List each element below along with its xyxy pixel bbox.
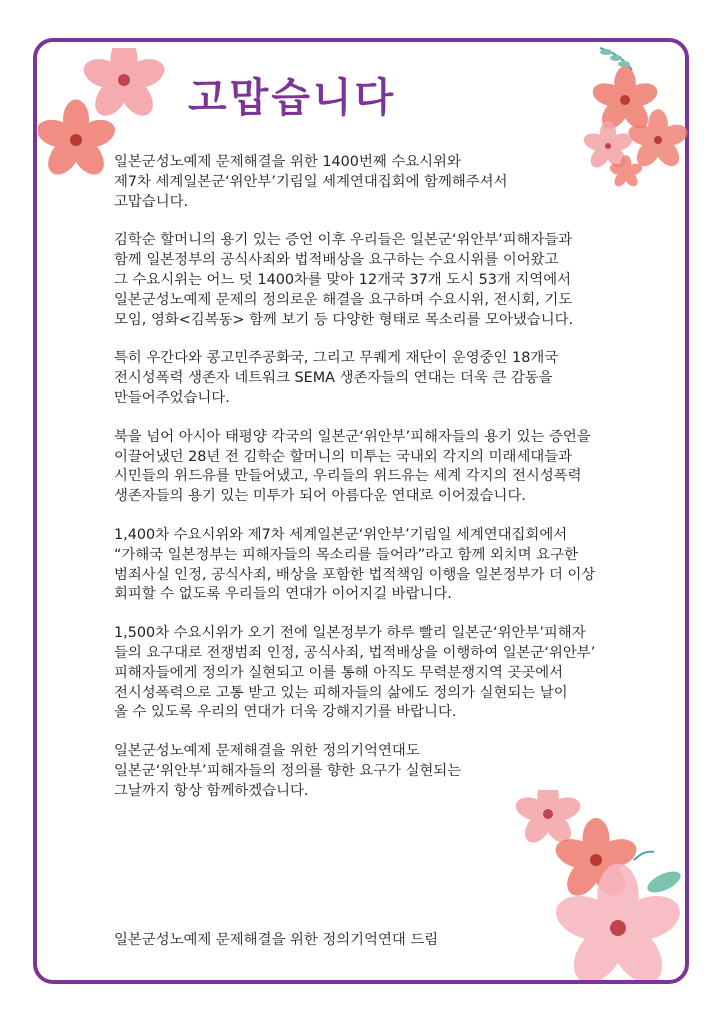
text-line: 북을 넘어 아시아 태평양 각국의 일본군‘위안부’피해자들의 용기 있는 증언을 — [114, 428, 591, 445]
text-line: 범죄사실 인정, 공식사죄, 배상을 포함한 법적책임 이행을 일본정부가 더 이상 — [114, 566, 596, 583]
letter-signature: 일본군성노예제 문제해결을 위한 정의기억연대 드림 — [114, 932, 439, 948]
text-line: 특히 우간다와 콩고민주공화국, 그리고 무퀘게 재단이 운영중인 18개국 — [114, 350, 559, 367]
text-line: 일본군성노예제 문제해결을 위한 정의기억연대도 — [114, 743, 420, 760]
paragraph — [114, 349, 654, 408]
paragraph — [114, 153, 654, 212]
text-line: 김학순 할머니의 용기 있는 증언 이후 우리들은 일본군‘위안부’피해자들과 — [114, 232, 573, 249]
text-line: 1,500차 수요시위가 오기 전에 일본정부가 하루 빨리 일본군‘위안부’피해자 — [114, 625, 586, 642]
text-line: 회피할 수 없도록 우리들의 연대가 이어지길 바랍니다. — [114, 586, 452, 603]
text-line: 제7차 세계일본군‘위안부’기림일 세계연대집회에 함께해주셔서 — [114, 173, 508, 190]
letter-body — [114, 153, 654, 821]
paragraph — [114, 526, 654, 605]
text-line: 고맙습니다. — [114, 193, 189, 210]
text-line: 1,400차 수요시위와 제7차 세계일본군‘위안부’기림일 세계연대집회에서 — [114, 526, 568, 543]
text-line: 이끌어냈던 28년 전 김학순 할머니의 미투는 국내외 각지의 미래세대들과 — [114, 448, 573, 465]
text-line: 함께 일본정부의 공식사죄와 법적배상을 요구하는 수요시위를 이어왔고 — [114, 252, 559, 269]
text-line: 모임, 영화<김복동> 함께 보기 등 다양한 형태로 목소리를 모아냈습니다. — [114, 311, 574, 328]
text-line: 전시성폭력으로 고통 받고 있는 피해자들의 삶에도 정의가 실현되는 날이 — [114, 684, 568, 701]
text-line: 들의 요구대로 전쟁범죄 인정, 공식사죄, 법적배상을 이행하여 일본군‘위안부’ — [114, 644, 596, 661]
paragraph — [114, 428, 654, 507]
text-line: 그 수요시위는 어느 덧 1400차를 맞아 12개국 37개 도시 53개 지역에서 — [114, 271, 572, 288]
text-line: 그날까지 항상 함께하겠습니다. — [114, 782, 309, 799]
paragraph — [114, 231, 654, 330]
text-line: 시민들의 위드유를 만들어냈고, 우리들의 위드유는 세계 각지의 전시성폭력 — [114, 468, 582, 485]
text-line: 일본군‘위안부’피해자들의 정의를 향한 요구가 실현되는 — [114, 762, 462, 779]
text-line: 일본군성노예제 문제해결을 위한 1400번째 수요시위와 — [114, 154, 461, 170]
paragraph — [114, 624, 654, 723]
text-line: 전시성폭력 생존자 네트워크 SEMA 생존자들의 연대는 더욱 큰 감동을 — [114, 370, 553, 387]
text-line: 올 수 있도록 우리의 연대가 더욱 강해지기를 바랍니다. — [114, 704, 457, 721]
text-line: “가해국 일본정부는 피해자들의 목소리를 들어라”라고 함께 외치며 요구한 — [114, 546, 578, 563]
paragraph — [114, 742, 654, 801]
text-line: 만들어주었습니다. — [114, 389, 230, 406]
text-line: 일본군성노예제 문제의 정의로운 해결을 요구하며 수요시위, 전시회, 기도 — [114, 291, 573, 308]
text-line: 생존자들의 용기 있는 미투가 되어 아름다운 연대로 이어졌습니다. — [114, 488, 526, 505]
letter-title: 고맙습니다 — [188, 75, 397, 121]
text-line: 피해자들에게 정의가 실현되고 이를 통해 아직도 무력분쟁지역 곳곳에서 — [114, 664, 564, 681]
